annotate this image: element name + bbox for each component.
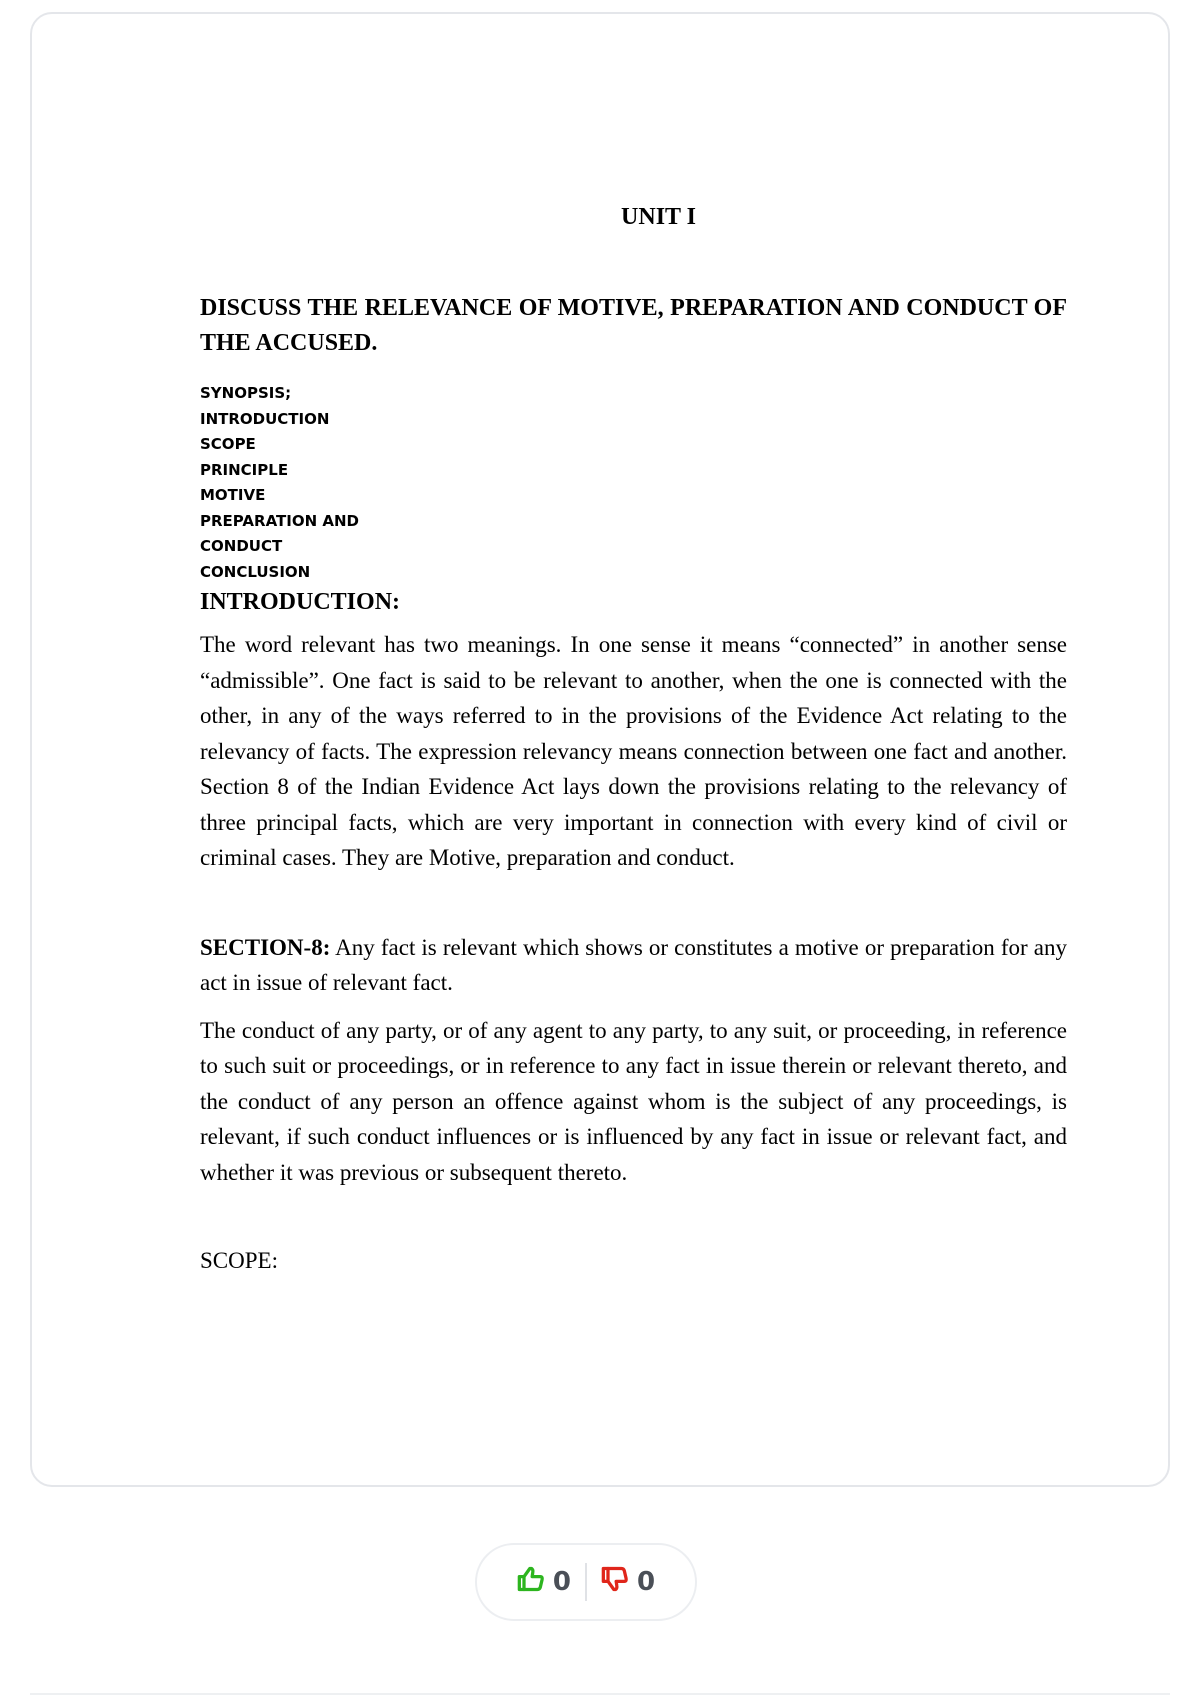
thumbs-down-icon <box>601 1565 629 1600</box>
synopsis-item: SYNOPSIS; <box>200 384 292 402</box>
synopsis-item: PRINCIPLE <box>200 460 289 479</box>
synopsis-item: CONDUCT <box>200 537 283 555</box>
document-page <box>30 12 1170 1487</box>
question-heading: DISCUSS THE RELEVANCE OF MOTIVE, PREPARATION AND CONDUCT OF THE ACCUSED. <box>200 295 1067 356</box>
like-count: 0 <box>552 1567 571 1597</box>
page-content <box>200 204 1067 1274</box>
unit-title: UNIT I <box>621 204 696 230</box>
synopsis-item: CONCLUSION <box>200 562 311 581</box>
synopsis-list <box>200 381 1067 585</box>
section8-label: SECTION-8: <box>200 934 331 960</box>
like-button[interactable] <box>503 1565 585 1600</box>
synopsis-item: INTRODUCTION <box>200 409 330 428</box>
synopsis-item: PREPARATION AND <box>200 511 359 530</box>
dislike-button[interactable] <box>587 1565 669 1600</box>
section8-text: Any fact is relevant which shows or constitutes a motive or preparation for any act in issue of relevant fact. <box>200 934 1067 995</box>
introduction-heading: INTRODUCTION: <box>200 589 401 615</box>
section8-paragraph <box>200 930 1067 1001</box>
vote-bar <box>475 1543 697 1621</box>
dislike-count: 0 <box>637 1567 656 1597</box>
thumbs-up-icon <box>517 1565 545 1600</box>
introduction-paragraph: The word relevant has two meanings. In one sense it means “connected” in another sense “admissible”. One fact is said to be relevant to another, when the one is connected with the other, in any of the ways referred to in the provisions of the Evidence Act relating to the relevancy of facts. The expression relevancy means connection between one fact and another. Section 8 of the Indian Evidence Act lays down the provisions relating to the relevancy of three principal facts, which are very important in connection with every kind of civil or criminal cases. They are Motive, preparation and conduct. <box>200 632 1067 870</box>
scope-heading: SCOPE: <box>200 1248 278 1273</box>
synopsis-item: SCOPE <box>200 435 256 453</box>
synopsis-item: MOTIVE <box>200 486 266 504</box>
bottom-divider <box>30 1693 1170 1695</box>
conduct-paragraph: The conduct of any party, or of any agent to any party, to any suit, or proceeding, in reference to such suit or proceedings, or in reference to any fact in issue therein or relevant thereto, and the conduct of any person an offence against whom is the subject of any proceedings, is relevant, if such conduct influences or is influenced by any fact in issue or relevant fact, and whether it was previous or subsequent thereto. <box>200 1017 1067 1185</box>
